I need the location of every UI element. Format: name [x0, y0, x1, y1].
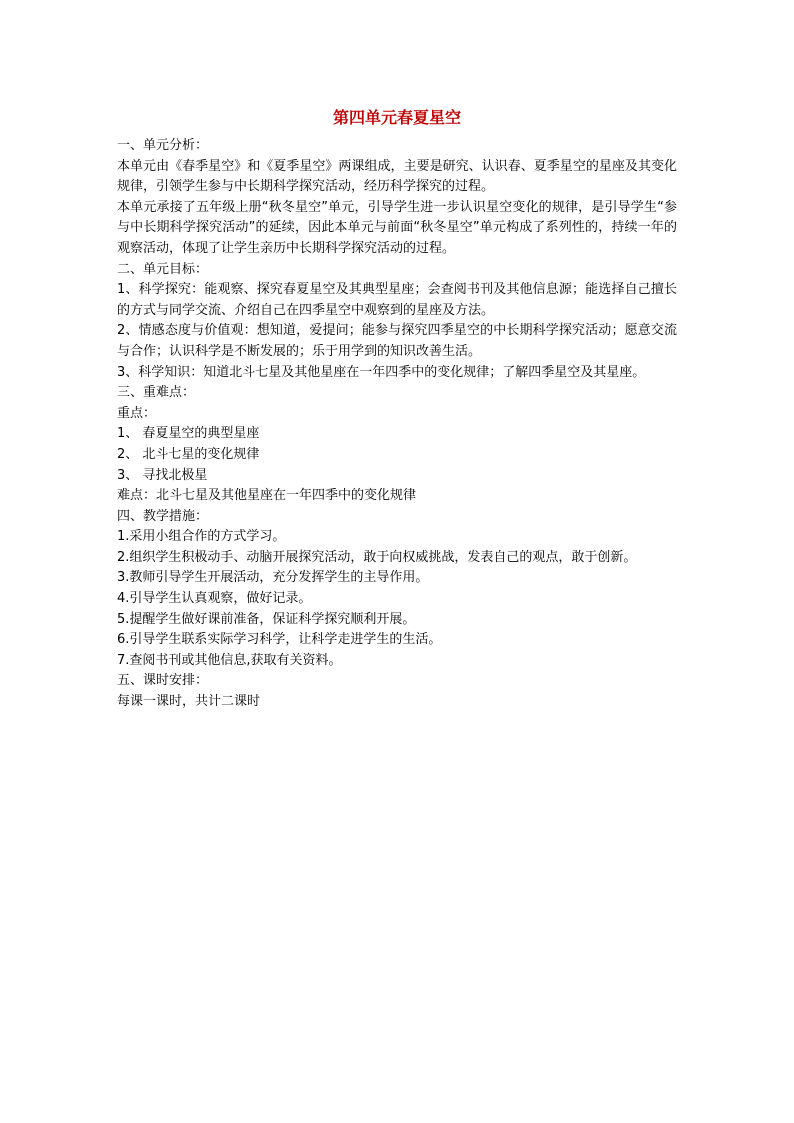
list-item: 2.组织学生积极动手、动脑开展探究活动，敢于向权威挑战，发表自己的观点，敢于创新。: [117, 549, 637, 565]
heading-key-points: 三、重难点：: [117, 385, 196, 401]
document-body: [117, 136, 677, 713]
list-item: 1、 春夏星空的典型星座: [117, 426, 260, 442]
paragraph: 重点：: [117, 405, 157, 421]
paragraph: 2、情感态度与价值观：想知道，爱提问；能参与探究四季星空的中长期科学探究活动；愿意交流与合作；认识科学是不断发展的；乐于用学到的知识改善生活。: [117, 323, 677, 359]
list-item: 1.采用小组合作的方式学习。: [117, 529, 286, 545]
document-page: [117, 104, 677, 713]
paragraph: 3、科学知识：知道北斗七星及其他星座在一年四季中的变化规律；了解四季星空及其星座。: [117, 364, 646, 380]
list-item: 3.教师引导学生开展活动，充分发挥学生的主导作用。: [117, 570, 429, 586]
list-item: 5.提醒学生做好课前准备，保证科学探究顺利开展。: [117, 611, 416, 627]
list-item: 3、 寻找北极星: [117, 467, 208, 483]
heading-schedule: 五、课时安排：: [117, 673, 209, 689]
paragraph: 1、科学探究：能观察、探究春夏星空及其典型星座；会查阅书刊及其他信息源；能选择自己擅长的方式与同学交流、介绍自己在四季星空中观察到的星座及方法。: [117, 282, 677, 318]
paragraph: 每课一课时，共计二课时: [117, 694, 261, 710]
heading-unit-goals: 二、单元目标：: [117, 261, 209, 277]
paragraph: 本单元承接了五年级上册“秋冬星空”单元，引导学生进一步认识星空变化的规律，是引导学生“参与中长期科学探究活动”的延续，因此本单元与前面“秋冬星空”单元构成了系列性的，持续一年的观察活动，体现了让学生亲历中长期科学探究活动的过程。: [117, 199, 677, 256]
list-item: 7.查阅书刊或其他信息,获取有关资料。: [117, 652, 342, 668]
paragraph: 难点：北斗七星及其他星座在一年四季中的变化规律: [117, 488, 417, 504]
list-item: 6.引导学生联系实际学习科学，让科学走进学生的生活。: [117, 632, 442, 648]
list-item: 4.引导学生认真观察，做好记录。: [117, 591, 312, 607]
heading-unit-analysis: 一、单元分析：: [117, 138, 209, 153]
heading-teaching-measures: 四、教学措施：: [117, 508, 209, 524]
list-item: 2、 北斗七星的变化规律: [117, 446, 260, 462]
document-title: 第四单元春夏星空: [332, 108, 461, 127]
paragraph: 本单元由《春季星空》和《夏季星空》两课组成，主要是研究、认识春、夏季星空的星座及其变化规律，引领学生参与中长期科学探究活动，经历科学探究的过程。: [117, 158, 677, 195]
